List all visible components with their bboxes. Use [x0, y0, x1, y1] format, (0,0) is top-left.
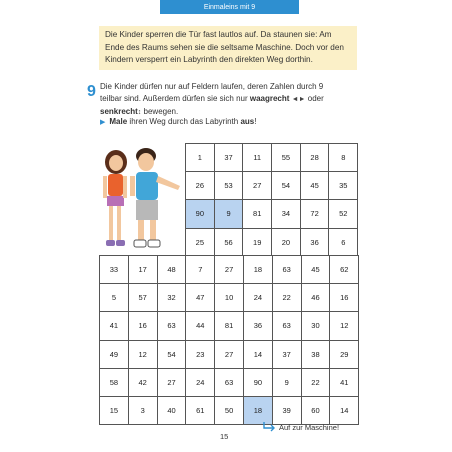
maze-cell[interactable]: 16	[129, 312, 158, 340]
maze-cell[interactable]: 27	[215, 341, 244, 369]
maze-cell[interactable]: 38	[302, 341, 331, 369]
task-line2c: oder	[305, 94, 324, 103]
maze-cell[interactable]: 18	[244, 256, 273, 284]
instr-end: !	[254, 117, 257, 126]
maze-exit	[262, 422, 339, 432]
maze-cell[interactable]: 41	[100, 312, 129, 340]
maze-cell[interactable]: 90	[186, 200, 215, 228]
maze-cell[interactable]: 15	[100, 397, 129, 425]
maze-cell[interactable]: 47	[186, 284, 215, 312]
maze-cell[interactable]: 14	[244, 341, 273, 369]
maze-cell[interactable]: 63	[273, 312, 302, 340]
maze-cell[interactable]: 17	[129, 256, 158, 284]
maze-cell[interactable]: 27	[243, 172, 272, 200]
maze-cell[interactable]: 5	[100, 284, 129, 312]
maze-cell[interactable]: 8	[329, 144, 358, 172]
maze-cell[interactable]: 22	[302, 369, 331, 397]
header-title: Einmaleins mit 9	[203, 3, 256, 11]
maze-cell[interactable]: 9	[215, 200, 244, 228]
maze-cell[interactable]: 81	[243, 200, 272, 228]
story-text: Die Kinder sperren die Tür fast lautlos auf. Da staunen sie: Am Ende des Raums sehen sie die seltsame Maschine. Doch vor den Kindern versperrt ein Labyrinth den direkten Weg dorthin.	[105, 30, 344, 65]
maze-cell[interactable]: 57	[129, 284, 158, 312]
task-line1: Die Kinder dürfen nur auf Feldern laufen, deren Zahlen durch 9	[100, 82, 324, 91]
maze-cell[interactable]: 45	[301, 172, 330, 200]
maze-cell[interactable]: 12	[129, 341, 158, 369]
page-header	[160, 0, 299, 14]
maze-cell[interactable]: 10	[215, 284, 244, 312]
maze-cell[interactable]: 18	[244, 397, 273, 425]
maze-cell[interactable]: 90	[244, 369, 273, 397]
maze-cell[interactable]: 37	[215, 144, 244, 172]
task-line3b: bewegen.	[141, 107, 179, 116]
maze-cell[interactable]: 56	[215, 229, 244, 257]
maze-cell[interactable]: 81	[215, 312, 244, 340]
maze-cell[interactable]: 35	[329, 172, 358, 200]
maze-cell[interactable]: 55	[272, 144, 301, 172]
task-number: 9	[87, 83, 96, 100]
vertical-arrow-icon: ↕	[137, 109, 142, 116]
maze-cell[interactable]: 27	[215, 256, 244, 284]
page-number: 15	[220, 432, 229, 441]
maze-cell[interactable]: 23	[186, 341, 215, 369]
maze-cell[interactable]: 46	[302, 284, 331, 312]
maze-cell[interactable]: 62	[330, 256, 359, 284]
maze-cell[interactable]: 41	[330, 369, 359, 397]
story-box	[99, 26, 357, 70]
maze-cell[interactable]: 12	[330, 312, 359, 340]
maze-cell[interactable]: 22	[273, 284, 302, 312]
maze-cell[interactable]: 39	[273, 397, 302, 425]
girl-figure	[103, 150, 127, 246]
instr-mid: ihren Weg durch das Labyrinth	[127, 117, 241, 126]
children-illustration	[96, 142, 184, 254]
maze-cell[interactable]: 40	[158, 397, 187, 425]
maze-cell[interactable]: 7	[186, 256, 215, 284]
maze-cell[interactable]: 53	[215, 172, 244, 200]
maze-top-grid	[185, 143, 358, 257]
maze-cell[interactable]: 49	[100, 341, 129, 369]
maze-cell[interactable]: 48	[158, 256, 187, 284]
maze-cell[interactable]: 16	[330, 284, 359, 312]
task-waagrecht: waagrecht	[249, 94, 290, 103]
maze-cell[interactable]: 3	[129, 397, 158, 425]
maze-cell[interactable]: 27	[158, 369, 187, 397]
maze-cell[interactable]: 25	[186, 229, 215, 257]
maze-cell[interactable]: 6	[329, 229, 358, 257]
maze-cell[interactable]: 54	[272, 172, 301, 200]
maze-bottom-grid	[99, 255, 359, 425]
boy-figure	[130, 148, 180, 247]
task-senkrecht: senkrecht	[100, 107, 138, 116]
maze-cell[interactable]: 28	[301, 144, 330, 172]
maze-cell[interactable]: 24	[186, 369, 215, 397]
maze-cell[interactable]: 14	[330, 397, 359, 425]
instr-aus: aus	[240, 117, 255, 126]
maze-cell[interactable]: 1	[186, 144, 215, 172]
maze-cell[interactable]: 42	[129, 369, 158, 397]
exit-label: Auf zur Maschine!	[279, 422, 340, 432]
maze-cell[interactable]: 29	[330, 341, 359, 369]
maze-cell[interactable]: 61	[186, 397, 215, 425]
maze-cell[interactable]: 24	[244, 284, 273, 312]
maze-cell[interactable]: 34	[272, 200, 301, 228]
maze-cell[interactable]: 44	[186, 312, 215, 340]
maze-cell[interactable]: 72	[301, 200, 330, 228]
maze-cell[interactable]: 33	[100, 256, 129, 284]
maze-cell[interactable]: 50	[215, 397, 244, 425]
maze-cell[interactable]: 19	[243, 229, 272, 257]
maze-cell[interactable]: 11	[243, 144, 272, 172]
maze-cell[interactable]: 36	[301, 229, 330, 257]
instruction	[100, 117, 256, 126]
maze-cell[interactable]: 30	[302, 312, 331, 340]
maze-cell[interactable]: 60	[302, 397, 331, 425]
maze-cell[interactable]: 32	[158, 284, 187, 312]
bullet-triangle-icon: ▶	[100, 118, 106, 126]
maze-cell[interactable]: 20	[272, 229, 301, 257]
maze-cell[interactable]: 36	[244, 312, 273, 340]
maze-cell[interactable]: 54	[158, 341, 187, 369]
maze-cell[interactable]: 63	[158, 312, 187, 340]
maze-cell[interactable]: 26	[186, 172, 215, 200]
maze-cell[interactable]: 45	[302, 256, 331, 284]
maze-cell[interactable]: 52	[329, 200, 358, 228]
task-text	[100, 81, 360, 119]
maze-cell[interactable]: 63	[215, 369, 244, 397]
instr-male: Male	[109, 117, 128, 126]
exit-arrow-icon	[262, 422, 276, 432]
horizontal-arrow-icon: ◄►	[291, 96, 306, 103]
maze-cell[interactable]: 58	[100, 369, 129, 397]
task-line2a: teilbar sind. Außerdem dürfen sie sich nur	[100, 94, 250, 103]
maze-cell[interactable]: 37	[273, 341, 302, 369]
maze-cell[interactable]: 9	[273, 369, 302, 397]
maze-cell[interactable]: 63	[273, 256, 302, 284]
